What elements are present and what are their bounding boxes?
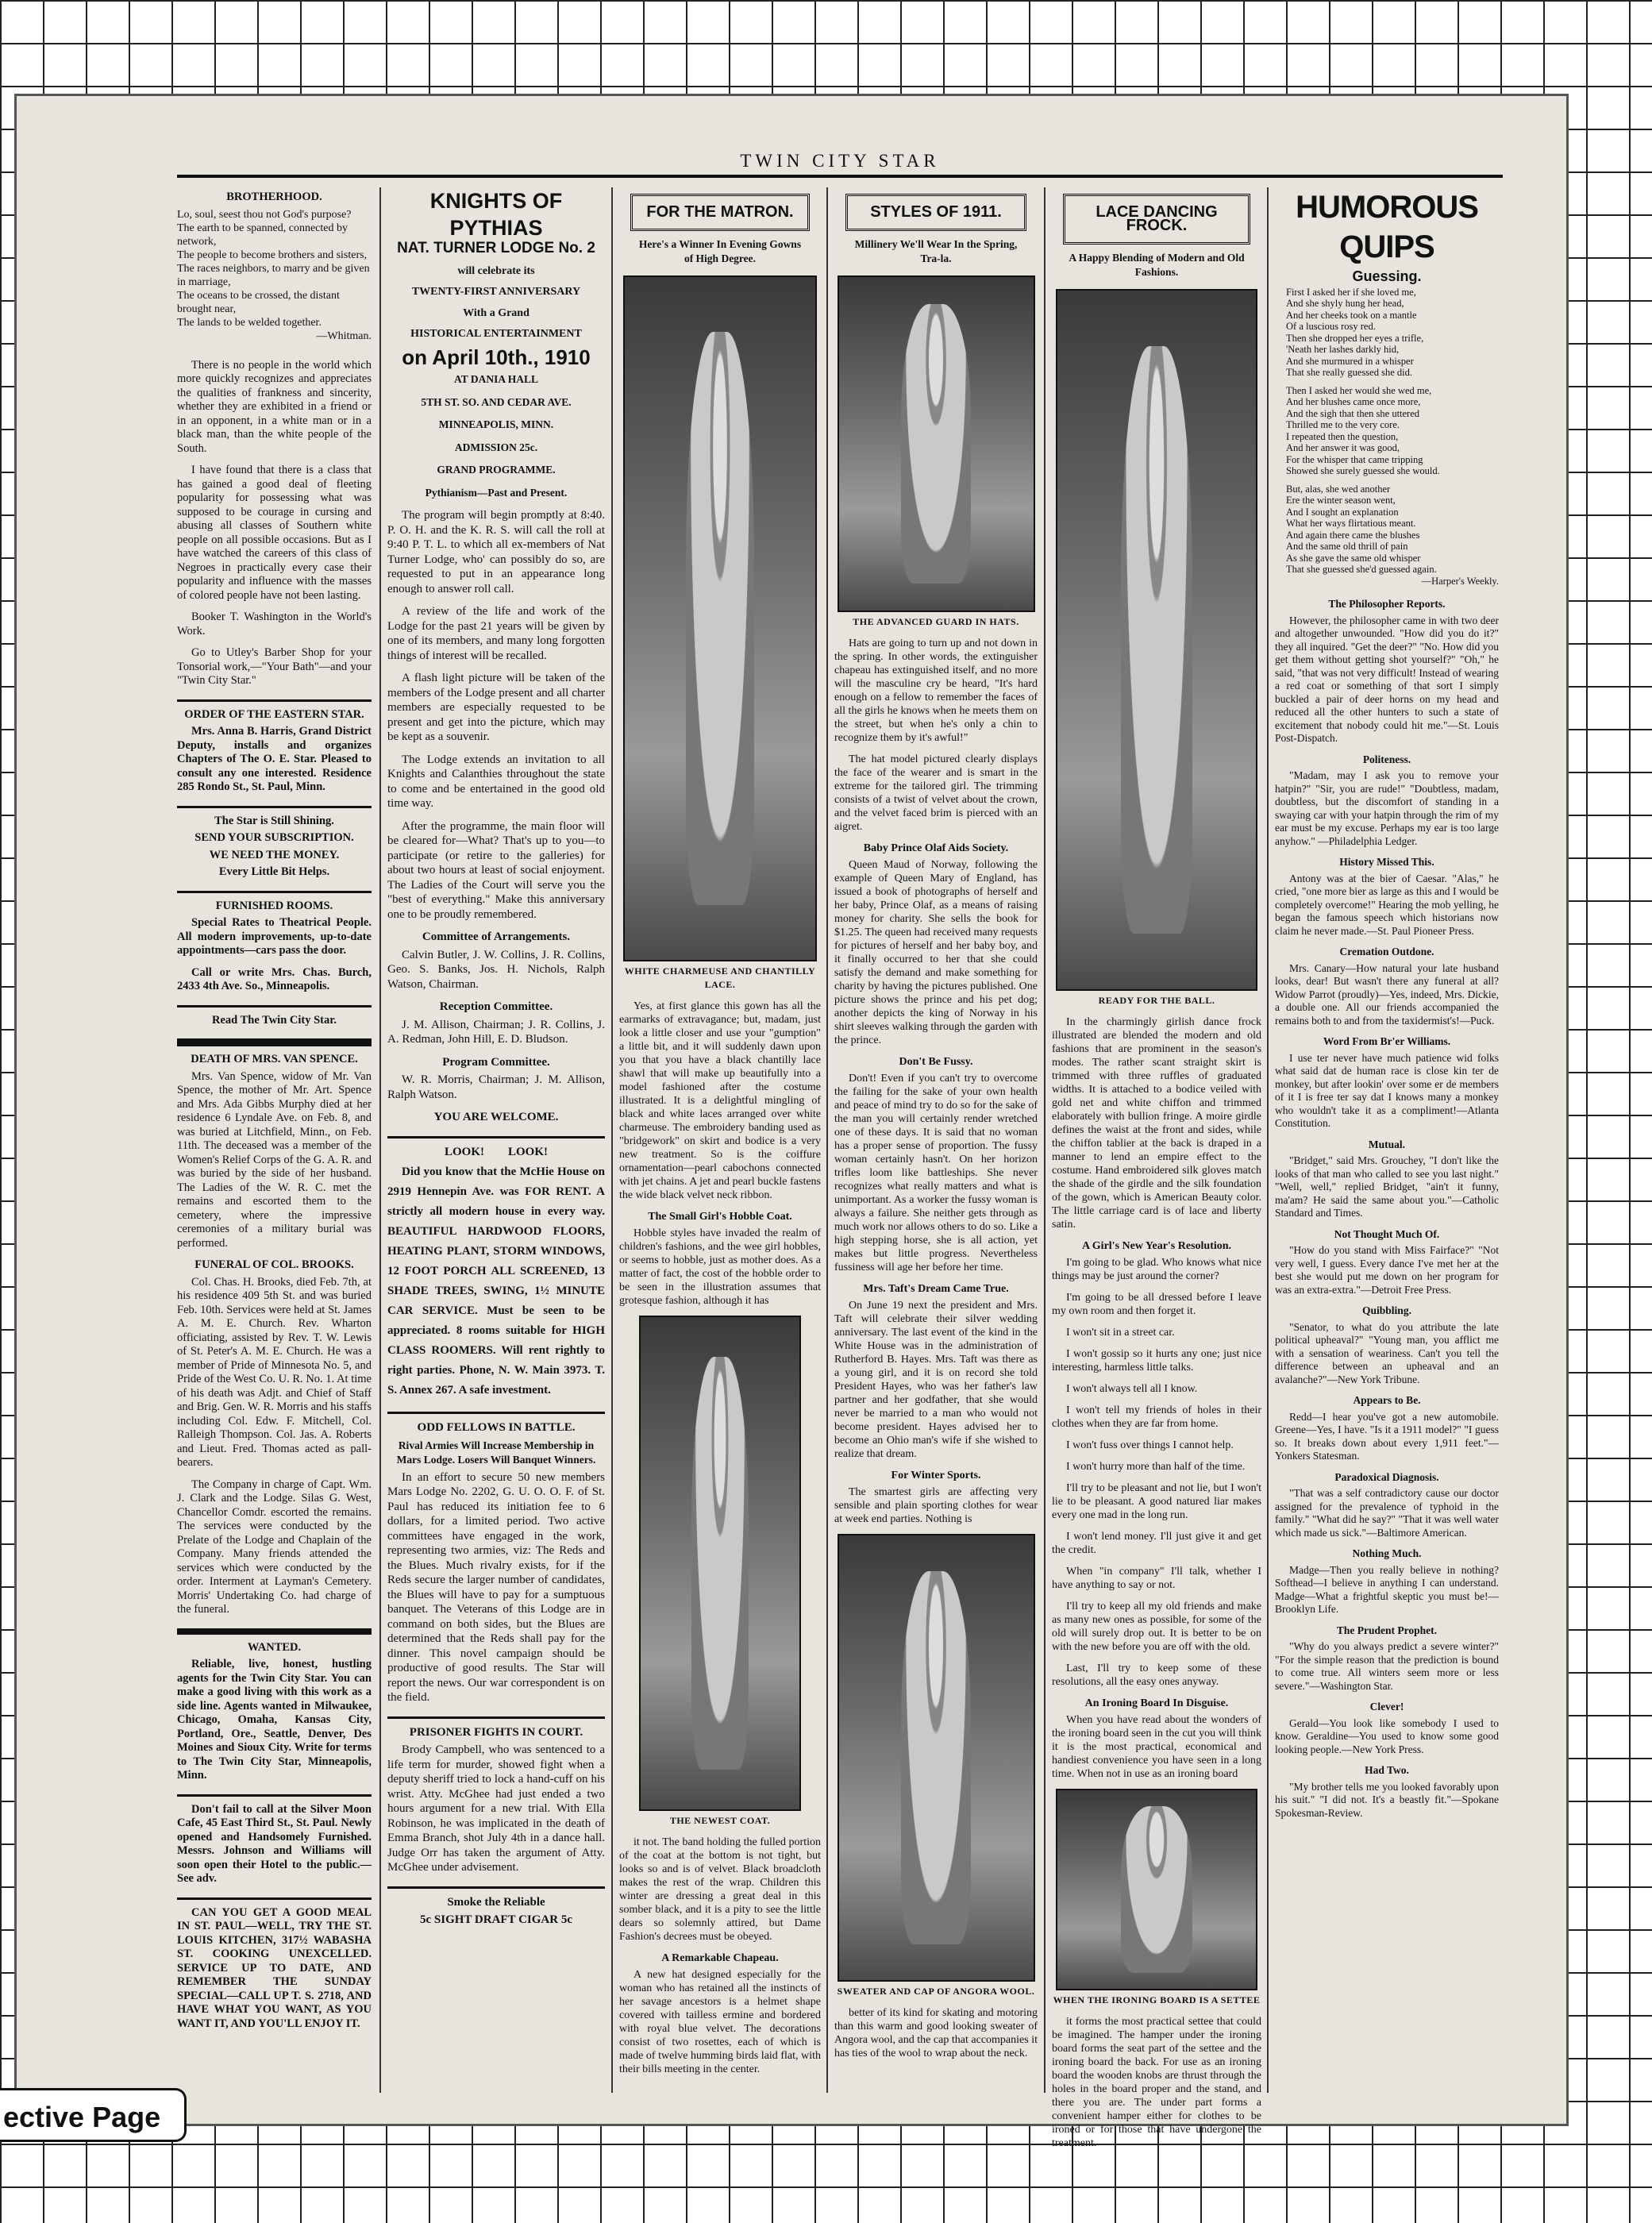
article-paragraph: Antony was at the bier of Caesar. "Alas," he cried, "one more bier as large as this and I would be completely overcome!" Hearing the mob yelling, he began the famous speech which historians now claim he never made.—St. Paul Pioneer Press. <box>1275 872 1499 937</box>
notice-line: Read The Twin City Star. <box>212 1013 337 1027</box>
poem-line: Lo, soul, seest thou not God's purpose? <box>177 208 352 221</box>
poem-line: The earth to be spanned, connected by network, <box>177 222 348 248</box>
ad-text: CAN YOU GET A GOOD MEAL IN ST. PAUL—WELL, TRY THE ST. LOUIS KITCHEN, 317½ WABASHA ST. COOKING UNEXCELLED. SERVICE UP TO DATE, AND REMEMBER THE SUNDAY SPECIAL—CALL UP T. S. 2718, AND HAVE WHAT YOU WANT, AS YOU WANT IT, AND YOU'LL ENJOY IT. <box>177 1905 372 2030</box>
article-paragraph: Mrs. Van Spence, widow of Mr. Van Spence, the mother of Mr. Art. Spence and Mrs. Ada Gibbs Murphy died at her residence 6 Lyndale Ave. on Feb. 8, and was buried at Litchfield, Minn., on Feb. 11th. The deceased was a member of the Women's Relief Corps of the G. A. R. and was buried by the side of her husband. The Ladies of the W. R. C. met the remains and escorted them to the cemetery, where the impressive ceremonies of a military burial was performed. <box>177 1069 372 1250</box>
article-paragraph: Hobble styles have invaded the realm of children's fashions, and the wee girl hobbles, or seems to hobble, just as mother does. As a matter of fact, the cost of the hobble order to be seen in the illustration assumes that grotesque fashion, although it has <box>619 1227 821 1307</box>
article-paragraph: Hats are going to turn up and not down in the spring. In other words, the extinguisher chapeau has extinguished itself, and no more will the masculine cry be heard, "It's hard enough on a fellow to remember the faces of all the girls he knows when he meets them on the street, but when he's only a chin to recognize them by it's awful!" <box>834 638 1038 744</box>
heading: Committee of Arrangements. <box>422 930 571 943</box>
article-paragraph: it forms the most practical settee that could be imagined. The hamper under the ironing board forms the seat part of the settee and the ironing board the back. For use as an ironing board the wooden knobs are thrust through the holes in the board proper and the stand, and there you are. The under part forms a convenient hamper either for clothes to be ironed or for those that have undergone the treatment. <box>1052 2016 1261 2149</box>
heading: Reception Committee. <box>439 1000 553 1013</box>
article-paragraph: "Senator, to what do you attribute the late political upheaval?" "Young man, you afflict me with a sensation of weariness. Can't you tell the difference between an upheaval and an avalanche?"—New York Tribune. <box>1275 1320 1499 1385</box>
ad-line: AT DANIA HALL <box>453 373 539 385</box>
ad-text: Go to Utley's Barber Shop for your Tonsorial work,—"Your Bath"—and your "Twin City Star." <box>177 646 372 687</box>
article-paragraph: The hat model pictured clearly displays the face of the wearer and is smart in the extreme for the tailored girl. The trimming consists of a twist of velvet about the crown, and the velvet faced brim is pierced with an aigret. <box>834 753 1038 833</box>
ad-line: ADMISSION 25c. <box>454 441 538 453</box>
article-paragraph: The Lodge extends an invitation to all Knights and Calanthies throughout the state to come and be entertained in the good old time way. <box>387 753 605 810</box>
list-item: I won't fuss over things I cannot help. <box>1066 1439 1234 1451</box>
heading: History Missed This. <box>1339 856 1434 868</box>
article-paragraph: The program will begin promptly at 8:40. P. O. H. and the K. R. S. will call the roll at 9:40 P. T. L. to which all ex-members of Nat Turner Lodge, who' can possibly do so, are requested to put in an appearance long enough to answer roll call. <box>387 509 605 595</box>
poem-author: —Whitman. <box>316 329 372 342</box>
section-title: FOR THE MATRON. <box>630 194 810 231</box>
poem-line: As she gave the same old whisper <box>1286 552 1421 564</box>
section-title: STYLES OF 1911. <box>845 194 1026 231</box>
heading: Quibbling. <box>1362 1304 1411 1316</box>
article-paragraph: "Why do you always predict a severe winter?" "For the simple reason that the prediction is bound to come true. All winters seem more or less severe."—Washington Star. <box>1275 1640 1499 1692</box>
article-paragraph: In the charmingly girlish dance frock illustrated are blended the modern and old fashions that are prominent in the season's modes. The rather scant straight skirt is trimmed with three ruffles of graduated widths. It is attached to a bodice veiled with gold net and white chiffon and trimmed elaborately with bullion fringe. A moire girdle defines the waist at the front and sides, while the chiffon tablier at the back is draped in a manner to lend an empire effect to the costume. Hand embroidered silk gloves match the shade of the girdle and the silk foundation of the gown, which is American Beauty color. The little carriage card is of lace and liberty satin. <box>1052 1016 1261 1231</box>
list-item: I won't lend money. I'll just give it and get the credit. <box>1052 1531 1261 1556</box>
article-paragraph: Madge—Then you really believe in nothing? Softhead—I believe in anything I can understand. Madge—What a frightful skeptic you must be!—Brooklyn Life. <box>1275 1563 1499 1615</box>
article-paragraph: J. M. Allison, Chairman; J. R. Collins, J. A. Redman, John Hill, E. D. Bludson. <box>387 1018 605 1046</box>
section-title: HUMOROUS QUIPS <box>1296 190 1478 264</box>
subheading: Millinery We'll Wear In the Spring, Tra-la. <box>854 238 1018 264</box>
article-paragraph: A review of the life and work of the Lodge for the past 21 years will be given by one of its members, and many long forgotten things of interest will be recalled. <box>387 605 605 662</box>
list-item: I won't tell my friends of holes in their clothes when they are far from home. <box>1052 1404 1261 1430</box>
event-date: on April 10th., 1910 <box>402 345 591 369</box>
article-paragraph: When you have read about the wonders of the ironing board seen in the cut you will think it is the most practical, economical and handiest convenience you have seen in a long time. When not in use as an ironing board <box>1052 1714 1261 1780</box>
heading: WANTED. <box>247 1640 302 1654</box>
article-paragraph: better of its kind for skating and motoring than this warm and good looking sweater of Angora wool, and the cap that accompanies it has ties of the wool to wrap about the neck. <box>834 2007 1038 2059</box>
ad-text: Don't fail to call at the Silver Moon Cafe, 45 East Third St., St. Paul. Newly opened and Handsomely Furnished. Messrs. Johnson and Williams will soon open their Hotel to the public.—See adv. <box>177 1802 372 1885</box>
column-1 <box>177 187 372 2039</box>
poem-line: The races neighbors, to marry and be given in marriage, <box>177 262 370 288</box>
article-paragraph: In an effort to secure 50 new members Mars Lodge No. 2202, G. U. O. O. F. of St. Paul has reduced its initiation fee to 6 dollars, for a limited period. Two active committees have engaged in the work, representing two armies, viz: The Reds and the Blues. Much rivalry exists, for if the Reds secure the larger number of candidates, the Blues will have to pay for a sumptuous banquet. The Veterans of this Lodge are in command on both sides, but the Blues are determined that the Reds shall pay for the dinner. This novel campaign should be productive of good results. The Star will report the news. Our war correspondent is on the field. <box>387 1470 605 1704</box>
heading: Baby Prince Olaf Aids Society. <box>863 842 1009 854</box>
article-paragraph: Don't! Even if you can't try to overcome the failing for the sake of your own health and peace of mind try to do so for the sake of the man you will certainly render wretched one of these days. It is said that no woman has a proper sense of proportion. The fussy woman certainly hasn't. On her horizon trifles loom like battleships. She never recognizes what really matters and what is unimportant. As a worker the fussy woman is always a failure. She neither gets through as much work nor allows others to do so. Like a high stepping horse, she is all action, yet makes but little progress. Nevertheless fussiness will age her before her time. <box>834 1073 1038 1273</box>
article-paragraph: Gerald—You look like somebody I used to know. Geraldine—You used to know some good looking people.—New York Press. <box>1275 1716 1499 1755</box>
heading: Word From Br'er Williams. <box>1323 1035 1451 1047</box>
article-paragraph: Queen Maud of Norway, following the example of Queen Mary of England, has issued a book of photographs of herself and her baby, Prince Olaf, as a means of raising money for charity. She sells the book for $1.25. The queen had received many requests for pictures of herself and her baby boy, and it finally occurred to her that she could satisfy the demand and make something for charity by having the pictures published. One picture shows the prince and his pet dog; another depicts the king of Norway in his shirt sleeves walking through the garden with the prince. <box>834 859 1038 1046</box>
column-rule <box>1267 187 1269 2093</box>
article-paragraph: "My brother tells me you looked favorably upon his suit." "I did not. It's a beastly fit."—Spokane Spokesman-Review. <box>1275 1780 1499 1819</box>
ad-line: Smoke the Reliable <box>447 1895 545 1909</box>
article-paragraph: Yes, at first glance this gown has all the earmarks of extravagance; but, madam, just look a little closer and use your "gumption" a little bit, and it will suddenly dawn upon you that you have a black chantilly lace shawl that will make up beautifully into a model fashioned after the costume illustrated. It is a delightful mingling of black and white laces arranged over white charmeuse. The embroidery banding used as "bridgework" on skirt and bodice is a very new treatment. So is the coiffure ornamentation—pearl cabochons connected with jet chains. A jet and pearl buckle fastens the wide black velvet neck ribbon. <box>619 1000 821 1201</box>
subheading: Rival Armies Will Increase Membership in Mars Lodge. Losers Will Banquet Winners. <box>396 1439 596 1466</box>
photo-caption: WHITE CHARMEUSE AND CHANTILLY LACE. <box>624 965 816 990</box>
ad-line: will celebrate its <box>457 264 535 277</box>
heading: DEATH OF MRS. VAN SPENCE. <box>191 1053 358 1065</box>
poem-line: And she murmured in a whisper <box>1286 355 1414 367</box>
notice-line: The Star is Still Shining. <box>214 814 334 827</box>
heading: FUNERAL OF COL. BROOKS. <box>194 1258 354 1271</box>
ad-text: Special Rates to Theatrical People. All modern improvements, up-to-date appointments—cars pass the door. <box>177 916 372 957</box>
heading: Had Two. <box>1365 1764 1409 1776</box>
poem-line: I repeated then the question, <box>1286 430 1399 442</box>
article-paragraph: A flash light picture will be taken of the members of the Lodge present and all charter members are especially requested to be present and get into the picture, which may be kept as a souvenir. <box>387 672 605 743</box>
article-paragraph: Col. Chas. H. Brooks, died Feb. 7th, at his residence 409 5th St. and was buried Feb. 10th. Services were held at St. James A. M. E. Church. Rev. Wharton officiating, assisted by Rev. T. W. Lewis of St. Peter's A. M. E. Church. He was a member of Pride of Minnesota No. 5, and Pride of the West Co. U. R. No. 1. At time of his death was Adjt. and Chief of Staff and Brig. Gen. W. R. Morris and his staffs including Col. Edw. F. Mitchell, Col. Ralleigh Thompson. Col. Jas. A. Roberts and Lieut. Fred. Thomas acted as pall-bearers. <box>177 1275 372 1469</box>
newspaper-name: TWIN CITY STAR <box>740 151 940 171</box>
poem-line: The people to become brothers and sisters, <box>177 248 368 261</box>
list-item: I'm going to be all dressed before I leave my own room and then forget it. <box>1052 1292 1261 1317</box>
photo-caption: WHEN THE IRONING BOARD IS A SETTEE <box>1053 1994 1261 2005</box>
column-rule <box>611 187 613 2093</box>
column-3 <box>619 187 821 2084</box>
list-item: I'm going to be glad. Who knows what nice things may be just around the corner? <box>1052 1257 1261 1282</box>
poem-line: For the whisper that came tripping <box>1286 453 1423 465</box>
list-item: I won't always tell all I know. <box>1066 1383 1198 1395</box>
photo-caption: SWEATER AND CAP OF ANGORA WOOL. <box>837 1986 1035 1997</box>
poem-line: That she really guessed she did. <box>1286 367 1412 378</box>
heading: Clever! <box>1369 1701 1404 1713</box>
ad-line: With a Grand <box>463 306 529 319</box>
heading: A Girl's New Year's Resolution. <box>1081 1240 1232 1252</box>
heading: The Philosopher Reports. <box>1328 598 1446 610</box>
poem-line: The lands to be welded together. <box>177 316 322 329</box>
ad-title: KNIGHTS OF PYTHIAS <box>429 189 563 240</box>
article-paragraph: A new hat designed especially for the woman who has retained all the instincts of her savage ancestors is a helmet shape covered with tailless ermine and bordered with royal blue velvet. The decorations consist of two rosettes, each of which is made of twelve humming birds laid flat, with their bills meeting in the center. <box>619 1969 821 2075</box>
heading: The Small Girl's Hobble Coat. <box>648 1211 792 1223</box>
heading: Mutual. <box>1368 1138 1406 1150</box>
poem-line: And her answer it was good, <box>1286 442 1400 453</box>
ad-line: GRAND PROGRAMME. <box>437 464 556 476</box>
list-item: I'll try to keep all my old friends and make as many new ones as possible, for some of the old will surely drop out. It is better to be on with the new before you are off with the old. <box>1052 1601 1261 1653</box>
subheading: A Happy Blending of Modern and Old Fashions. <box>1069 252 1245 278</box>
article-paragraph: Mrs. Canary—How natural your late husband looks, dear! But wasn't there any funeral at all? Widow Parrot (proudly)—Yes, indeed, Mrs. Dickie, a double one. All our friends accompanied the remains both to and from the taxidermist's!—Puck. <box>1275 961 1499 1027</box>
heading: Don't Be Fussy. <box>899 1056 973 1068</box>
heading: Mrs. Taft's Dream Came True. <box>863 1283 1009 1295</box>
heading: ODD FELLOWS IN BATTLE. <box>417 1421 576 1434</box>
ad-text: Did you know that the McHie House on 2919 Hennepin Ave. was FOR RENT. A strictly all modern house in every way. BEAUTIFUL HARDWOOD FLOORS, HEATING PLANT, STORM WINDOWS, 12 FOOT PORCH ALL SCREENED, 13 SHADE TREES, SWING, 1½ MINUTE CAR SERVICE. Must be seen to be appreciated. 8 rooms suitable for HIGH CLASS ROOMERS. Will rent rightly to right parties. Phone, N. W. Main 3973. T. S. Annex 267. A safe investment. <box>387 1165 605 1397</box>
heading: Guessing. <box>1352 268 1422 284</box>
ad-line: TWENTY-FIRST ANNIVERSARY <box>411 286 581 298</box>
article-paragraph: There is no people in the world which more quickly recognizes and appreciates the qualities of frankness and sincerity, whether they are exhibited in a friend or in an opponent, in a white man or in a black man, than the white people of the South. <box>177 358 372 455</box>
heading: A Remarkable Chapeau. <box>661 1952 779 1964</box>
heading: LOOK! LOOK! <box>444 1145 548 1158</box>
poem-line: What her ways flirtatious meant. <box>1286 518 1416 529</box>
poem-line: Showed she surely guessed she would. <box>1286 465 1440 476</box>
article-paragraph: Redd—I hear you've got a new automobile. Greene—Yes, I have. "Is it a 1911 model?" "I guess so. It breaks down about every 1,911 feet."—Yonkers Statesman. <box>1275 1410 1499 1462</box>
ad-line: 5TH ST. SO. AND CEDAR AVE. <box>421 395 572 408</box>
list-item: When "in company" I'll talk, whether I have anything to say or not. <box>1052 1566 1261 1591</box>
poem-line: And she shyly hung her head, <box>1286 298 1404 309</box>
poem-line: The oceans to be crossed, the distant brought near, <box>177 289 340 315</box>
ad-text: Mrs. Anna B. Harris, Grand District Deputy, installs and organizes Chapters of The O. E. Star. Pleased to consult any one interested. Residence 285 Rondo St., St. Paul, Minn. <box>177 725 372 793</box>
poem-line: And her blushes came once more, <box>1286 396 1421 407</box>
heading: Program Committee. <box>442 1055 550 1069</box>
column-6 <box>1275 187 1499 1828</box>
ironing-board-photo <box>1056 1789 1257 1990</box>
list-item: I won't hurry more than half of the time. <box>1066 1461 1246 1473</box>
heading: An Ironing Board In Disguise. <box>1084 1697 1229 1709</box>
article-paragraph: Calvin Butler, J. W. Collins, J. R. Collins, Geo. S. Banks, Jos. H. Nichols, Ralph Watson, Chairman. <box>387 948 605 991</box>
article-paragraph: On June 19 next the president and Mrs. Taft will celebrate their silver wedding anniversary. The last event of the kind in the White House was in the administration of Rutherford B. Hayes. Mrs. Taft was there as a young girl, and it is on record she told President Hayes, who was her father's law partner and her godfather, that she would never be married to a man who would not become president. Hayes advised her to become an Ohio man's wife if she wished to realize that dream. <box>834 1300 1038 1460</box>
heading: YOU ARE WELCOME. <box>433 1111 559 1123</box>
poem-line: That she guessed she'd guessed again. <box>1286 564 1437 575</box>
poem-line: Ere the winter season went, <box>1286 495 1396 506</box>
ad-text: Call or write Mrs. Chas. Burch, 2433 4th Ave. So., Minneapolis. <box>177 965 372 992</box>
heading: Politeness. <box>1362 753 1411 765</box>
column-rule <box>826 187 828 2093</box>
article-paragraph: "How do you stand with Miss Fairface?" "Not very well, I guess. Every dance I've met her at the best she would put me down on her program for was an extra-extra."—Detroit Free Press. <box>1275 1244 1499 1296</box>
photo-caption: THE ADVANCED GUARD IN HATS. <box>853 616 1019 627</box>
article-paragraph: I use ter never have much patience wid folks what said dat de human race is close kin ter de monkey, but after lookin' over some er de members of it I is free ter say dat I knows many a monkey who wouldn't take it as a compliment!—Atlanta Constitution. <box>1275 1051 1499 1129</box>
frock-photo <box>1056 289 1257 991</box>
newspaper-page <box>14 94 1569 2149</box>
section-title: LACE DANCING FROCK. <box>1063 194 1250 245</box>
heading: Nothing Much. <box>1352 1547 1422 1559</box>
list-item: I won't gossip so it hurts any one; just nice interesting, harmless little talks. <box>1052 1348 1261 1373</box>
heading: ORDER OF THE EASTERN STAR. <box>184 707 364 721</box>
masthead <box>177 151 1503 178</box>
list-item: Last, I'll try to keep some of these resolutions, all the easy ones anyway. <box>1052 1662 1261 1688</box>
list-item: I'll try to be pleasant and not lie, but I won't lie to be pleasant. A good natured liar makes every one mad in the long run. <box>1052 1482 1261 1521</box>
notice-line: Every Little Bit Helps. <box>218 865 330 878</box>
heading: Appears to Be. <box>1353 1394 1421 1406</box>
heading: FURNISHED ROOMS. <box>215 899 333 912</box>
photo-caption: THE NEWEST COAT. <box>669 1815 771 1826</box>
column-rule <box>379 187 381 2093</box>
heading: The Prudent Prophet. <box>1336 1624 1438 1636</box>
article-paragraph: The smartest girls are affecting very sensible and plain sporting clothes for wear at week end parties. Nothing is <box>834 1486 1038 1525</box>
article-paragraph: Booker T. Washington in the World's Work. <box>177 611 372 638</box>
poem-title: BROTHERHOOD. <box>226 191 322 203</box>
article-paragraph: I have found that there is a class that has gained a good deal of fleeting popularity for possessing what was supposed to be courage in cursing and abusing all classes of Southern white people on all possible occasions. But as I have watched the careers of this class of Negroes in practically every case their popularity and influence with the masses of colored people have not been lasting. <box>177 464 372 602</box>
poem-line: Of a luscious rosy red. <box>1286 321 1376 332</box>
notice-line: WE NEED THE MONEY. <box>209 848 340 861</box>
heading: Cremation Outdone. <box>1339 946 1434 957</box>
gown-photo <box>623 275 817 961</box>
subheading: Here's a Winner In Evening Gowns of High Degree. <box>638 238 802 264</box>
poem-author: —Harper's Weekly. <box>1421 575 1499 587</box>
article-paragraph: "Madam, may I ask you to remove your hatpin?" "Sir, you are rude!" "Doubtless, madam, doubtless, but the discomfort of standing in a swaying car with your hatpin through the rim of my ear must be my excuse. Perhaps my ear is too large anyhow." —Philadelphia Ledger. <box>1275 769 1499 847</box>
poem-line: Then she dropped her eyes a trifle, <box>1286 332 1424 344</box>
ad-text: Reliable, live, honest, hustling agents for the Twin City Star. You can make a good living with this work as a side line. Agents wanted in Milwaukee, Chicago, Omaha, Kansas City, Portland, Ore., Seattle, Denver, Des Moines and Sioux City. Write for terms to The Twin City Star, Minneapolis, Minn. <box>177 1658 372 1782</box>
ad-line: MINNEAPOLIS, MINN. <box>438 418 554 430</box>
article-paragraph: it not. The band holding the fulled portion of the coat at the bottom is not tight, but looks so and is of velvet. Black broadcloth makes the rest of the wrap. Children this winter are dressing a great deal in this somber black, and it is a pity to see the little dears so solemnly attired, but Dame Fashion's decrees must be obeyed. <box>619 1836 821 1943</box>
poem-line: And again there came the blushes <box>1286 529 1420 541</box>
poem-line: And the same old thrill of pain <box>1286 541 1408 552</box>
notice-line: SEND YOUR SUBSCRIPTION. <box>194 831 354 844</box>
column-4 <box>834 187 1038 2068</box>
poem-line: 'Neath her lashes darkly hid, <box>1286 344 1400 355</box>
heading: Paradoxical Diagnosis. <box>1334 1470 1439 1483</box>
heading: For Winter Sports. <box>891 1470 981 1481</box>
article-paragraph: "Bridget," said Mrs. Grouchey, "I don't like the looks of that man who called to see you last night." "Well, well," replied Bridget, "ain't it funny, ma'am? He said the same about you."—Catholic Standard and Times. <box>1275 1154 1499 1219</box>
poem-line: First I asked her if she loved me, <box>1286 286 1416 298</box>
poem-line: And her cheeks took on a mantle <box>1286 309 1417 321</box>
list-item: I won't sit in a street car. <box>1066 1327 1175 1339</box>
poem-line: But, alas, she wed another <box>1286 483 1391 495</box>
coat-photo <box>639 1316 801 1811</box>
column-5 <box>1052 187 1261 2158</box>
column-2 <box>387 187 605 1931</box>
column-rule <box>1044 187 1045 2093</box>
article-paragraph: W. R. Morris, Chairman; J. M. Allison, Ralph Watson. <box>387 1073 605 1101</box>
defective-page-tab: ective Page <box>0 2088 187 2142</box>
poem-line: And I sought an explanation <box>1286 506 1399 518</box>
ad-line: Pythianism—Past and Present. <box>425 486 568 499</box>
article-paragraph: However, the philosopher came in with two deer and altogether unwounded. "How did you do it?" they all inquired. "Get the deer?" "No. How did you get them without getting shot yourself?" "Oh," he said, "that was not very difficult! Instead of wearing a red coat or something of that sort I simply buckled a pair of deer horns on my head and reduced all the other hunters to such a state of excitement that nobody could hit me."—St. Louis Post-Dispatch. <box>1275 614 1499 744</box>
poem-line: And the sigh that then she uttered <box>1286 407 1420 419</box>
sweater-photo <box>838 1534 1035 1982</box>
article-paragraph: After the programme, the main floor will be cleared for—What? That's up to you—to participate (or retire to the galleries) for about two hours at least of social enjoyment. The Ladies of the Court will serve you the "best of everything." Make this anniversary one to be proudly remembered. <box>387 819 605 921</box>
hat-photo <box>838 275 1035 612</box>
ad-line: 5c SIGHT DRAFT CIGAR 5c <box>420 1913 572 1926</box>
article-paragraph: The Company in charge of Capt. Wm. J. Clark and the Lodge. Silas G. West, Chancellor Comdr. escorted the remains. The services were conducted by the Prelate of the Lodge and Chaplain of the Company. Many friends attended the services which were conducted by the order. Interment at Layman's Cemetery. Morris' Undertaking Co. had charge of the funeral. <box>177 1478 372 1616</box>
ad-subtitle: NAT. TURNER LODGE No. 2 <box>397 240 595 256</box>
poem-line: Thrilled me to the very core. <box>1286 419 1400 430</box>
article-paragraph: "That was a self contradictory cause our doctor assigned for the prevalence of typhoid in the family." "What did he say?" "That it was well water which made us sick."—Baltimore American. <box>1275 1487 1499 1539</box>
photo-caption: READY FOR THE BALL. <box>1098 995 1215 1006</box>
heading: Not Thought Much Of. <box>1334 1227 1440 1240</box>
ad-line: HISTORICAL ENTERTAINMENT <box>410 328 582 340</box>
article-paragraph: Brody Campbell, who was sentenced to a life term for murder, showed fight when a deputy sheriff tried to lock a hand-cuff on his wrist. Atty. McGhee had just ended a two hours argument for a new trial. With Ella Robinson, he was implicated in the death of Emma Branch, shot July 4th in a dance hall. Judge Orr has taken the argument of Atty. McGhee under advisement. <box>387 1743 605 1874</box>
heading: PRISONER FIGHTS IN COURT. <box>409 1725 583 1739</box>
poem-line: Then I asked her would she wed me, <box>1286 384 1432 396</box>
